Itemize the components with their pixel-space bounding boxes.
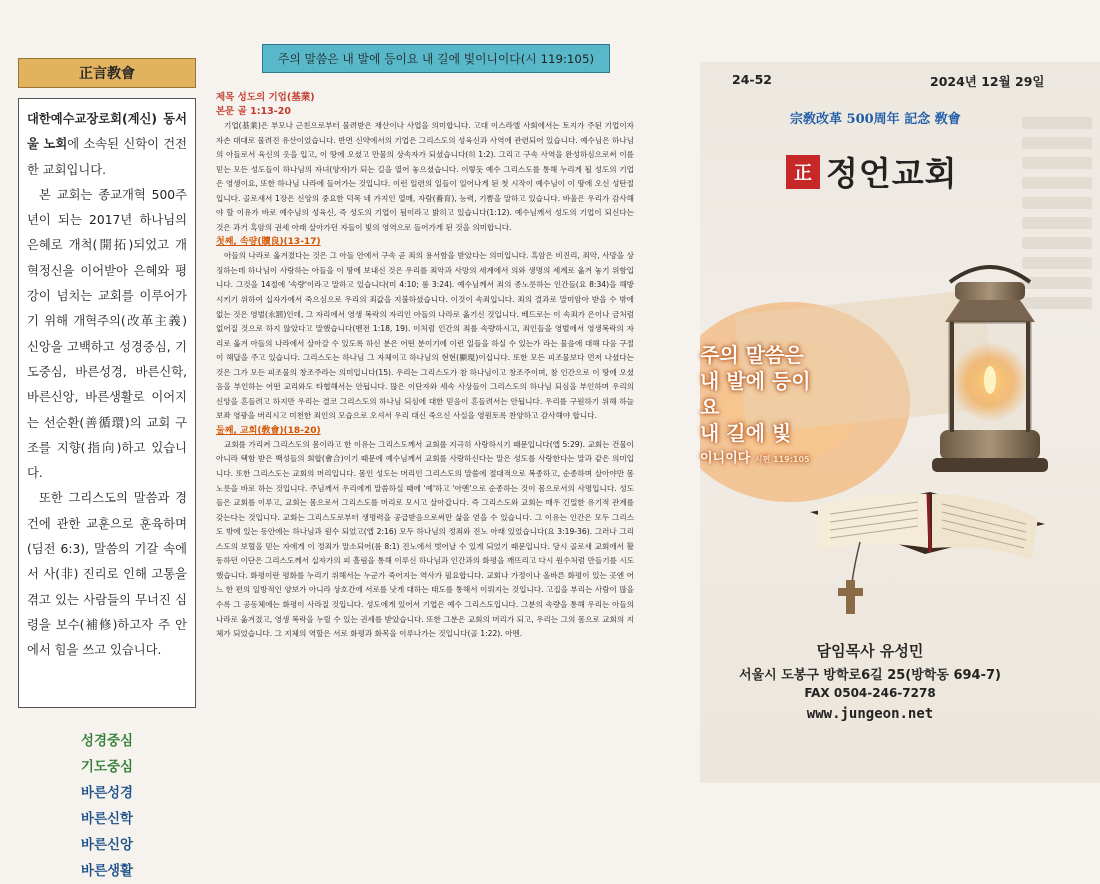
issue-number: 24-52 bbox=[732, 72, 772, 87]
sermon-intro: 기업(基業)은 부모나 근친으로부터 물려받은 재산이나 사업을 의미합니다. 고대 이스라엘 사회에서는 토지가 주된 기업이자 자손 대대로 물려진 유산이었습니다. 반면 신약에서의 기업은 그리스도의 성육신과 사역에 관련되어 있습니다. 예수님은 하나님의 아들로서 육신의 옷을 입고, 이 땅에 오셨고 만물의 상속자가 되셨습니다(히 1:2). 그리고 구속 사역을 완성하심으로써 이를 믿는 모든 성도들이 하나님의 자녀(양자)가 되는 길을 열어 놓으셨습니다. 이렇듯 예수 그리스도를 통해 누리게 될 성도의 기업은 영생이요, 또한 하나님 나라에 들어가는 것입니다. 이런 일련의 일들이 일어나게 된 첫 시작이 예수님이 이 땅에 오신 성탄절입니다. 골로새서 1장은 신앙의 중요한 덕목 네 가지인 열매, 자람(養育), 능력, 기쁨을 말하고 있습니다. 바울은 우리가 감사해야 할 이유가 바로 예수님의 성육신, 즉 성도의 기업이 됨이라고 밝히고 있습니다(1:12). 예수님께서 성도의 기업이 되신다는 것은 과거 흑암의 권세 아래 살아가던 자들이 빛의 영역으로 들어가게 된 것을 의미합니다. bbox=[216, 121, 634, 232]
motto-item: 바른성경 bbox=[80, 785, 134, 801]
section-heading-1: 첫째, 속량(贖良)(13-17) bbox=[216, 237, 321, 248]
motto-item: 성경중심 bbox=[80, 733, 134, 749]
motto-item: 바른생활 bbox=[80, 863, 134, 879]
verse-line: 내 발에 등이요 bbox=[700, 369, 811, 419]
cover-column bbox=[700, 62, 1100, 783]
section-body-2: 교회를 가리켜 그리스도의 몸이라고 한 이유는 그리스도께서 교회를 지극히 사랑하시기 때문입니다(엡 5:29). 교회는 건물이 아니라 택함 받은 백성들의 회합(會合)이기 때문에 예수님께서 교회를 사랑하신다는 말은 성도를 사랑한다는 말과 같은 의미입니다. 또한 그리스도는 교회의 머리입니다. 몸인 성도는 머리인 그리스도의 말씀에 절대적으로 복종하고, 순종하며 살아야만 몸 노릇을 바로 하는 것입니다. 주님께서 우리에게 말씀하실 때에 '예'하고 '아멘'으로 순종하는 것이 몸으로서의 사명입니다. 성도들은 교회를 이루고, 교회는 몸으로서 그리스도를 머리로 모시고 살아갑니다. 즉 그리스도와 교회는 매우 긴밀한 유기적 관계를 갖는다는 것입니다. 교회는 그리스도로부터 생명력을 공급받음으로써만 삶을 얻을 수 있습니다. 그 이유는 인간은 모두 그리스도 밖에 있는 동안에는 하나님과 원수 되었고(엡 2:16) 모두 하나님의 정죄와 진노 아래 있었습니다(요 3:19-36). 그러나 그리스도의 보혈을 믿는 자에게 이 정죄가 말소되어(롬 8:1) 진노에서 벗어날 수 있게 되었기 때문입니다. 당시 골로새 교회에서 활동하던 이단은 그리스도께서 십자가의 피 흘림을 통해 이루신 하나님과 인간과의 화평을 깨뜨리고 다시 원수처럼 만들기를 시도했습니다. 화평이란 평화를 누리기 위해서는 누군가 죽어지는 역사가 필요합니다. 교회나 가정이나 올바른 화평이 있는 곳엔 어느 한 편의 일방적인 양보가 아니라 상호간에 서로를 낫게 대하는 태도를 통해서 이뤄지는 것입니다. 고집을 부리는 사람이 많을수록 그 공동체에는 화평이 사라질 것입니다. 성도에게 있어서 기업은 예수 그리스도입니다. 그분의 속량을 통해 우리는 아들의 나라로 옮겨졌고, 영생 복락을 누릴 수 있는 권세를 받았습니다. 또한 그분은 교회의 머리가 되고, 우리는 그의 몸으로 교회의 지체가 되었습니다. 그 지체의 역할은 서로 화평과 화목을 이루나가는 것입니다(골 1:22). 아멘. bbox=[216, 439, 634, 639]
intro-paragraph-1-rest: 에 소속된 신학이 건전한 교회입니다. bbox=[27, 137, 187, 177]
section-body-1: 아들의 나라로 옮겨졌다는 것은 그 아들 안에서 구속 곧 죄의 용서함을 받았다는 의미입니다. 흑암은 비진리, 죄악, 사망을 상징하는데 하나님이 사랑하는 아들을 이 땅에 보내신 것은 우리를 죄악과 사망의 세계에서 의와 생명의 세계로 옮겨 놓기 위함입니다. 그것을 14절에 '속량'이라고 말하고 있습니다(미 4:10; 롬 3:24). 예수님께서 죄의 종노릇하는 인간들(요 8:34)을 해방시키기 위하여 십자가에서 죽으심으로 우리의 죄값을 지불하셨습니다. 이것이 속죄입니다. 죄의 결과로 말미암아 받을 수 밖에 없는 것은 영벌(永罰)인데, 그 자리에서 영생 복락의 자리인 아들의 나라로 옮기신 것입니다. 베드로는 이 속죄가 은이나 금처럼 없어질 것으로 하지 않았다고 말했습니다(벧전 1:18, 19). 이처럼 인간의 죄를 속량하시고, 죄인들을 영벌에서 영생복락의 자리로 옮겨 아들의 나라에서 살아갈 수 있도록 하신 분은 어떤 분이기에 이런 일들을 하실 수 있는가 라는 물음에 대해 다음 구절이 해답을 주고 있습니다. 그리스도는 하나님 그 자체이고 하나님의 현현(顯現)이십니다. 또한 모든 피조물보다 먼저 나셨다는 것은 그가 모든 피조물의 창조주라는 의미입니다(15). 우리는 그리스도가 참 하나님이고 창조주이며, 참 인간으로 이 땅에 오셨음을 부인하는 어떤 교리와도 타협해서는 안됩니다. 많은 이단자와 세속 사상들이 그리스도의 하나님 되심을 부인하며 우리의 신앙을 흔들려고 하지만 우리는 결코 그리스도의 하나님 되심에 대한 믿음이 흔들려서는 안됩니다. 우리를 구원하기 위해 하늘 보좌 영광을 버리시고 미천한 죄인의 모습으로 오셔서 우리 대신 죽으신 사실을 영원토록 찬양하고 감사해야 합니다. bbox=[216, 251, 634, 421]
verse-banner: 주의 말씀은 내 발에 등이요 내 길에 빛이니이다(시 119:105) bbox=[262, 44, 610, 73]
verse-line: 내 길에 빛 bbox=[700, 421, 792, 445]
sermon-body bbox=[216, 119, 634, 642]
church-name: 정언교회 bbox=[826, 154, 958, 193]
section-heading-2: 둘째, 교회(敎會)(18-20) bbox=[216, 425, 321, 436]
verse-artwork bbox=[700, 342, 820, 473]
church-introduction bbox=[18, 98, 196, 708]
intro-paragraph-1 bbox=[27, 107, 187, 183]
motto-item: 기도중심 bbox=[80, 759, 134, 775]
issue-date: 2024년 12월 29일 bbox=[930, 74, 1045, 89]
anniversary-label: 宗敎改革 500周年 記念 敎會 bbox=[790, 112, 961, 127]
logo-mark-icon: 正 bbox=[786, 155, 820, 189]
verse-line: 주의 말씀은 bbox=[700, 343, 804, 367]
intro-paragraph-3: 또한 그리스도의 말씀과 경건에 관한 교훈으로 훈육하며(딤전 6:3), 말씀의 기갈 속에서 사(非) 진리로 인해 고통을 겪고 있는 사람들의 무너진 심령을 보수(補修)하고자 주 안에서 힘을 쓰고 있습니다. bbox=[27, 491, 187, 658]
bible-icon bbox=[810, 492, 1045, 560]
sermon-title: 제목 성도의 기업(基業) bbox=[216, 92, 315, 103]
website-url: www.jungeon.net bbox=[806, 706, 934, 722]
verse-line: 이니이다 시편 119:105 bbox=[700, 451, 810, 466]
motto-item: 바른신앙 bbox=[80, 837, 134, 853]
intro-paragraph-2: 본 교회는 종교개혁 500주년이 되는 2017년 하나님의 은혜로 개척(開拓)되었고 개혁정신을 이어받아 은혜와 평강이 넘치는 교회를 이루어가기 위해 개혁주의(改革主義) 신앙을 고백하고 성경중심, 기도중심, 바른성경, 바른신학, 바른신앙, 바른생활로 이어지는 선순환(善循環)의 교회 구조를 지향(指向)하고 있습니다. bbox=[27, 187, 187, 481]
left-column bbox=[18, 58, 196, 884]
motto-item: 바른신학 bbox=[80, 811, 134, 827]
sermon-text-reference: 본문 골 1:13-20 bbox=[216, 106, 291, 117]
verse-reference: 시편 119:105 bbox=[754, 455, 810, 464]
cross-icon bbox=[838, 542, 863, 614]
church-logo bbox=[786, 148, 958, 195]
intro-lead: 대한예수교장로회(계신) 동서울 노회 bbox=[27, 112, 187, 152]
sermon-column bbox=[216, 44, 634, 642]
church-name-tag: 正言教會 bbox=[18, 58, 196, 88]
church-mottos bbox=[18, 728, 196, 884]
pastor-name: 담임목사 유성민 bbox=[816, 642, 924, 660]
fax-number: FAX 0504-246-7278 bbox=[804, 686, 936, 700]
church-address: 서울시 도봉구 방학로6길 25(방학동 694-7) bbox=[739, 668, 1001, 683]
